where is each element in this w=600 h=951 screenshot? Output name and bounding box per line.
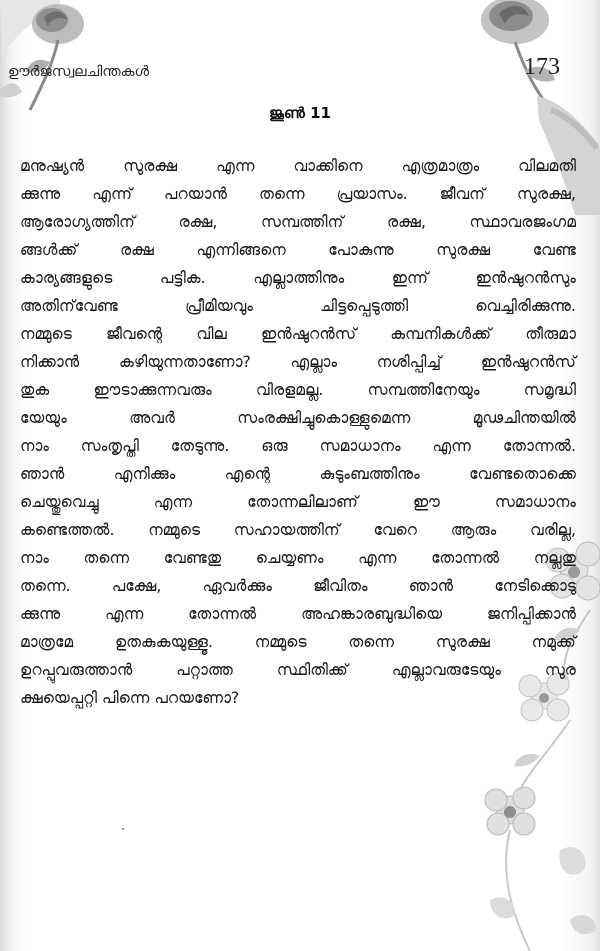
text-line: കാര്യങ്ങളുടെ പട്ടിക. എല്ലാത്തിനും ഇന്ന് ഇൻഷുറൻസും (20, 269, 576, 287)
text-line: നിക്കാൻ കഴിയുന്നതാണോ? എല്ലാം നശിപ്പിച്ച് ഇൻഷുറൻസ് (20, 353, 576, 371)
text-line: കണ്ടെത്തൽ. നമ്മുടെ സഹായത്തിന് വേറെ ആരും വരില്ല, (20, 521, 576, 539)
text-line: മനുഷ്യൻ സുരക്ഷ എന്ന വാക്കിനെ എത്രമാത്രം വിലമതി (20, 157, 576, 175)
date-heading: ജൂൺ 11 (269, 104, 331, 122)
text-line: ആരോഗ്യത്തിന് രക്ഷ, സമ്പത്തിന് രക്ഷ, സ്ഥാവരജംഗമ (20, 213, 576, 231)
body-paragraph (20, 152, 576, 712)
text-line: തുക ഈടാക്കുന്നവരും വിരളമല്ല. സമ്പത്തിനേയും സമൃദ്ധി (20, 381, 576, 399)
text-line: മാത്രമേ ഉതകുകയുള്ളൂ. നമ്മുടെ തന്നെ സുരക്ഷ നമുക്ക് (20, 633, 576, 651)
speck-mark (122, 828, 124, 830)
text-line: നാം തന്നെ വേണ്ടതു ചെയ്യണം എന്ന തോന്നൽ നല്ലതു (20, 549, 576, 567)
text-line: ക്ഷയെപ്പറ്റി പിന്നെ പറയണോ? (20, 689, 240, 707)
text-line: ഉറപ്പുവരുത്താൻ പറ്റാത്ത സ്ഥിതിക്ക് എല്ലാവരുടേയും സുര (20, 661, 576, 679)
text-line: നമ്മുടെ ജീവന്റെ വില ഇൻഷുറൻസ് കമ്പനികൾക്ക് തീരുമാ (20, 325, 576, 343)
text-line: ക്കുന്നു എന്ന് പറയാൻ തന്നെ പ്രയാസം. ജീവന് സുരക്ഷ, (20, 185, 576, 203)
running-header: ഊർജസ്വലചിന്തകൾ (8, 64, 149, 80)
text-line: ഞാൻ എനിക്കും എന്റെ കുടുംബത്തിനും വേണ്ടതൊക്കെ (20, 465, 576, 483)
text-line: നാം സംതൃപ്തി തേടുന്നു. ഒരു സമാധാനം എന്ന തോന്നൽ. (20, 437, 576, 455)
text-line: ചെയ്തുവെച്ചു എന്ന തോന്നലിലാണ് ഈ സമാധാനം (20, 493, 576, 511)
text-line: അതിന്‌വേണ്ട പ്രീമിയവും ചിട്ടപ്പെടുത്തി വെച്ചിരിക്കുന്നു. (20, 297, 576, 315)
text-line: യേയും അവർ സംരക്ഷിച്ചുകൊള്ളുമെന്ന മൂഢചിന്തയിൽ (20, 409, 576, 427)
text-line: തന്നെ. പക്ഷേ, ഏവർക്കും ജീവിതം ഞാൻ നേടിക്കൊടു (20, 577, 576, 595)
text-line: ക്കുന്നു എന്ന തോന്നൽ അഹങ്കാരബുദ്ധിയെ ജനിപ്പിക്കാൻ (20, 605, 576, 623)
text-line: ങ്ങൾക്ക് രക്ഷ എന്നിങ്ങനെ പോകുന്നു സുരക്ഷ വേണ്ട (20, 241, 576, 259)
rose-decoration-top-left-icon (0, 0, 110, 120)
page-number: 173 (524, 54, 560, 80)
